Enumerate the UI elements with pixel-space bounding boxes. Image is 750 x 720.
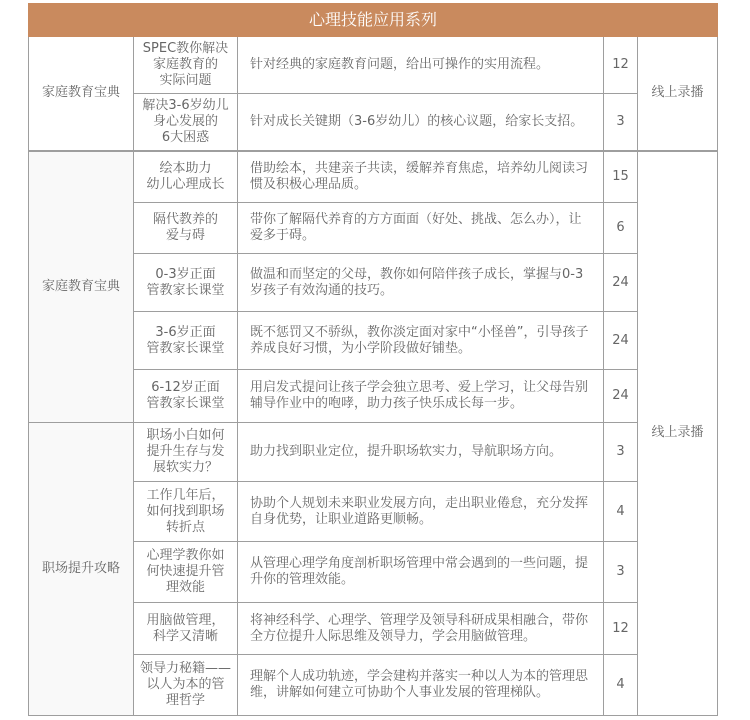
table-title: 心理技能应用系列 <box>29 4 718 37</box>
session-count: 3 <box>604 542 638 603</box>
course-name: 用脑做管理， 科学又清晰 <box>134 603 238 655</box>
course-description: 带你了解隔代养育的方方面面（好处、挑战、怎么办），让爱多于碍。 <box>238 203 604 254</box>
category-cell: 家庭教育宝典 <box>29 151 134 423</box>
course-description: 借助绘本，共建亲子共读，缓解养育焦虑，培养幼儿阅读习惯及积极心理品质。 <box>238 151 604 203</box>
course-name: 工作几年后， 如何找到职场 转折点 <box>134 482 238 542</box>
session-count: 12 <box>604 603 638 655</box>
category-cell: 家庭教育宝典 <box>29 37 134 151</box>
course-description: 将神经科学、心理学、管理学及领导科研成果相融合，带你全方位提升人际思维及领导力，学会用脑做管理。 <box>238 603 604 655</box>
table-row <box>29 423 718 482</box>
course-description: 做温和而坚定的父母，教你如何陪伴孩子成长，掌握与0-3岁孩子有效沟通的技巧。 <box>238 254 604 312</box>
table-row <box>29 37 718 94</box>
format-cell: 线上录播 <box>638 151 718 716</box>
course-name: 领导力秘籍—— 以人为本的管 理哲学 <box>134 655 238 716</box>
course-name: 解决3-6岁幼儿 身心发展的 6大困惑 <box>134 94 238 151</box>
course-name: 0-3岁正面 管教家长课堂 <box>134 254 238 312</box>
course-name: SPEC教你解决 家庭教育的 实际问题 <box>134 37 238 94</box>
course-description: 助力找到职业定位，提升职场软实力，导航职场方向。 <box>238 423 604 482</box>
course-description: 理解个人成功轨迹，学会建构并落实一种以人为本的管理思维，讲解如何建立可协助个人事业发展的管理梯队。 <box>238 655 604 716</box>
course-name: 职场小白如何 提升生存与发 展软实力？ <box>134 423 238 482</box>
session-count: 3 <box>604 423 638 482</box>
session-count: 4 <box>604 655 638 716</box>
course-description: 从管理心理学角度剖析职场管理中常会遇到的一些问题，提升你的管理效能。 <box>238 542 604 603</box>
category-cell: 职场提升攻略 <box>29 423 134 716</box>
course-name: 隔代教养的 爱与碍 <box>134 203 238 254</box>
course-name: 6-12岁正面 管教家长课堂 <box>134 370 238 423</box>
course-name: 心理学教你如 何快速提升管 理效能 <box>134 542 238 603</box>
course-description: 协助个人规划未来职业发展方向，走出职业倦怠，充分发挥自身优势，让职业道路更顺畅。 <box>238 482 604 542</box>
course-table <box>28 3 718 716</box>
session-count: 24 <box>604 312 638 370</box>
course-description: 既不惩罚又不骄纵，教你淡定面对家中“小怪兽”，引导孩子养成良好习惯，为小学阶段做好铺垫。 <box>238 312 604 370</box>
format-cell: 线上录播 <box>638 37 718 151</box>
session-count: 24 <box>604 370 638 423</box>
session-count: 4 <box>604 482 638 542</box>
table-row <box>29 151 718 203</box>
course-name: 绘本助力 幼儿心理成长 <box>134 151 238 203</box>
session-count: 15 <box>604 151 638 203</box>
session-count: 12 <box>604 37 638 94</box>
course-table-container <box>28 3 717 716</box>
course-description: 针对经典的家庭教育问题，给出可操作的实用流程。 <box>238 37 604 94</box>
course-name: 3-6岁正面 管教家长课堂 <box>134 312 238 370</box>
course-description: 用启发式提问让孩子学会独立思考、爱上学习，让父母告别辅导作业中的咆哮，助力孩子快乐成长每一步。 <box>238 370 604 423</box>
course-description: 针对成长关键期（3-6岁幼儿）的核心议题，给家长支招。 <box>238 94 604 151</box>
session-count: 3 <box>604 94 638 151</box>
session-count: 6 <box>604 203 638 254</box>
session-count: 24 <box>604 254 638 312</box>
